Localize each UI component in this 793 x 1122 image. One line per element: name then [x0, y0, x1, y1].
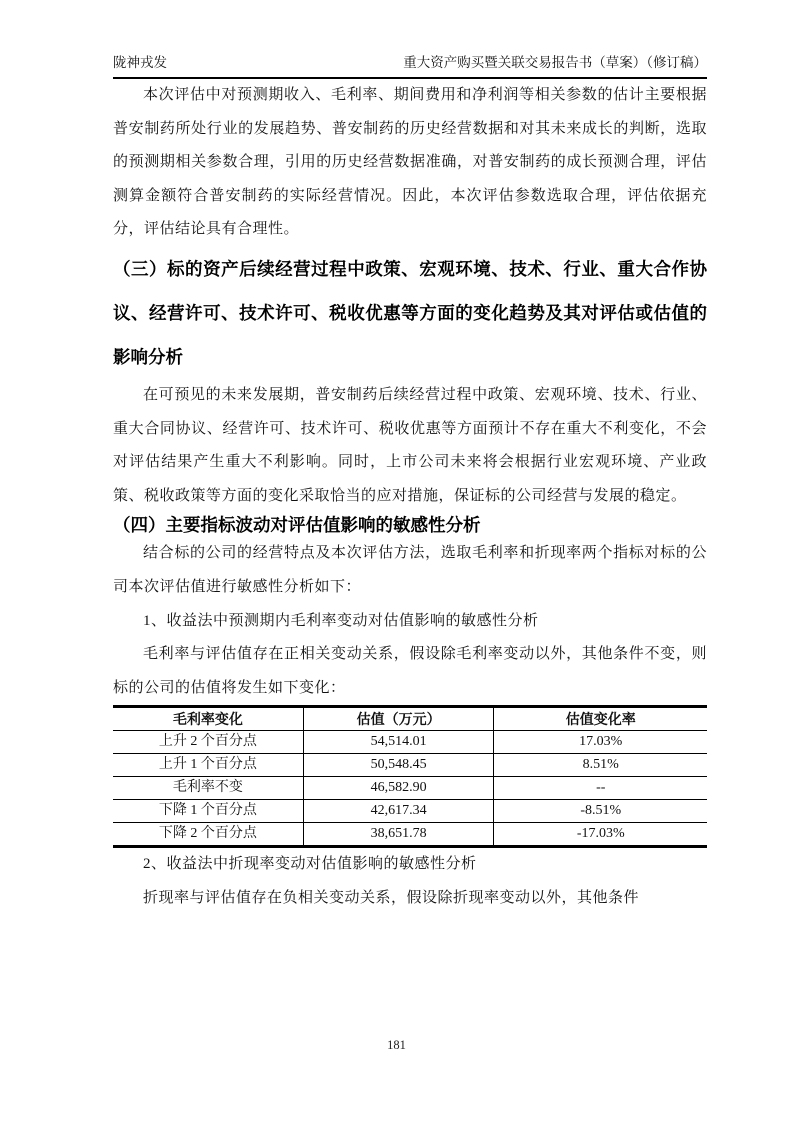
table-cell: 上升 2 个百分点: [113, 731, 303, 754]
list-item-gross-margin: 1、收益法中预测期内毛利率变动对估值影响的敏感性分析: [143, 612, 539, 629]
table-header-row: [113, 707, 707, 731]
table-row: [113, 777, 707, 800]
table-cell: 毛利率不变: [113, 777, 303, 800]
table-header-cell: 估值变化率: [494, 707, 707, 731]
table-cell: --: [494, 777, 707, 800]
page-content: [113, 0, 707, 916]
table-cell: 54,514.01: [303, 731, 494, 754]
paragraph-discount-rate-relation: 折现率与评估值存在负相关变动关系，假设除折现率变动以外，其他条件: [143, 889, 640, 906]
sensitivity-table: [113, 705, 707, 848]
table-cell: -17.03%: [494, 823, 707, 847]
table-cell: 8.51%: [494, 754, 707, 777]
page-number: 181: [387, 1038, 406, 1052]
paragraph-evaluation-params: 本次评估中对预测期收入、毛利率、期间费用和净利润等相关参数的估计主要根据普安制药所处行业的发展趋势、普安制药的历史经营数据和对其未来成长的判断，选取的预测期相关参数合理，引用的历史经营数据准确，对普安制药的成长预测合理，评估测算金额符合普安制药的实际经营情况。因此，本次评估参数选取合理，评估依据充分，评估结论具有合理性。: [113, 87, 707, 238]
table-row: [113, 754, 707, 777]
sensitivity-table-body: [113, 731, 707, 847]
table-cell: 42,617.34: [303, 800, 494, 823]
table-cell: 17.03%: [494, 731, 707, 754]
table-cell: 38,651.78: [303, 823, 494, 847]
section-heading-four: （四）主要指标波动对评估值影响的敏感性分析: [113, 515, 481, 536]
table-cell: 下降 2 个百分点: [113, 823, 303, 847]
paragraph-sensitivity-intro: 结合标的公司的经营特点及本次评估方法，选取毛利率和折现率两个指标对标的公司本次评估值进行敏感性分析如下：: [113, 545, 707, 595]
table-cell: 50,548.45: [303, 754, 494, 777]
section-heading-three: （三）标的资产后续经营过程中政策、宏观环境、技术、行业、重大合作协议、经营许可、技术许可、税收优惠等方面的变化趋势及其对评估或估值的影响分析: [113, 258, 707, 367]
table-row: [113, 800, 707, 823]
table-cell: -8.51%: [494, 800, 707, 823]
paragraph-future-outlook: 在可预见的未来发展期，普安制药后续经营过程中政策、宏观环境、技术、行业、重大合同协议、经营许可、技术许可、税收优惠等方面预计不存在重大不利变化，不会对评估结果产生重大不利影响。同时，上市公司未来将会根据行业宏观环境、产业政策、税收政策等方面的变化采取恰当的应对措施，保证标的公司经营与发展的稳定。: [113, 386, 707, 504]
table-cell: 46,582.90: [303, 777, 494, 800]
table-header-cell: 估值（万元）: [303, 707, 494, 731]
table-cell: 上升 1 个百分点: [113, 754, 303, 777]
table-row: [113, 823, 707, 847]
paragraph-gross-margin-relation: 毛利率与评估值存在正相关变动关系，假设除毛利率变动以外，其他条件不变，则标的公司的估值将发生如下变化：: [113, 646, 707, 696]
table-cell: 下降 1 个百分点: [113, 800, 303, 823]
table-row: [113, 731, 707, 754]
list-item-discount-rate: 2、收益法中折现率变动对估值影响的敏感性分析: [143, 856, 477, 873]
table-header-cell: 毛利率变化: [172, 711, 243, 728]
page-header: [113, 0, 707, 79]
header-report-title: 重大资产购买暨关联交易报告书（草案）（修订稿）: [403, 55, 707, 70]
header-company-name: 陇神戎发: [113, 55, 167, 70]
sensitivity-table-head: [113, 707, 707, 731]
